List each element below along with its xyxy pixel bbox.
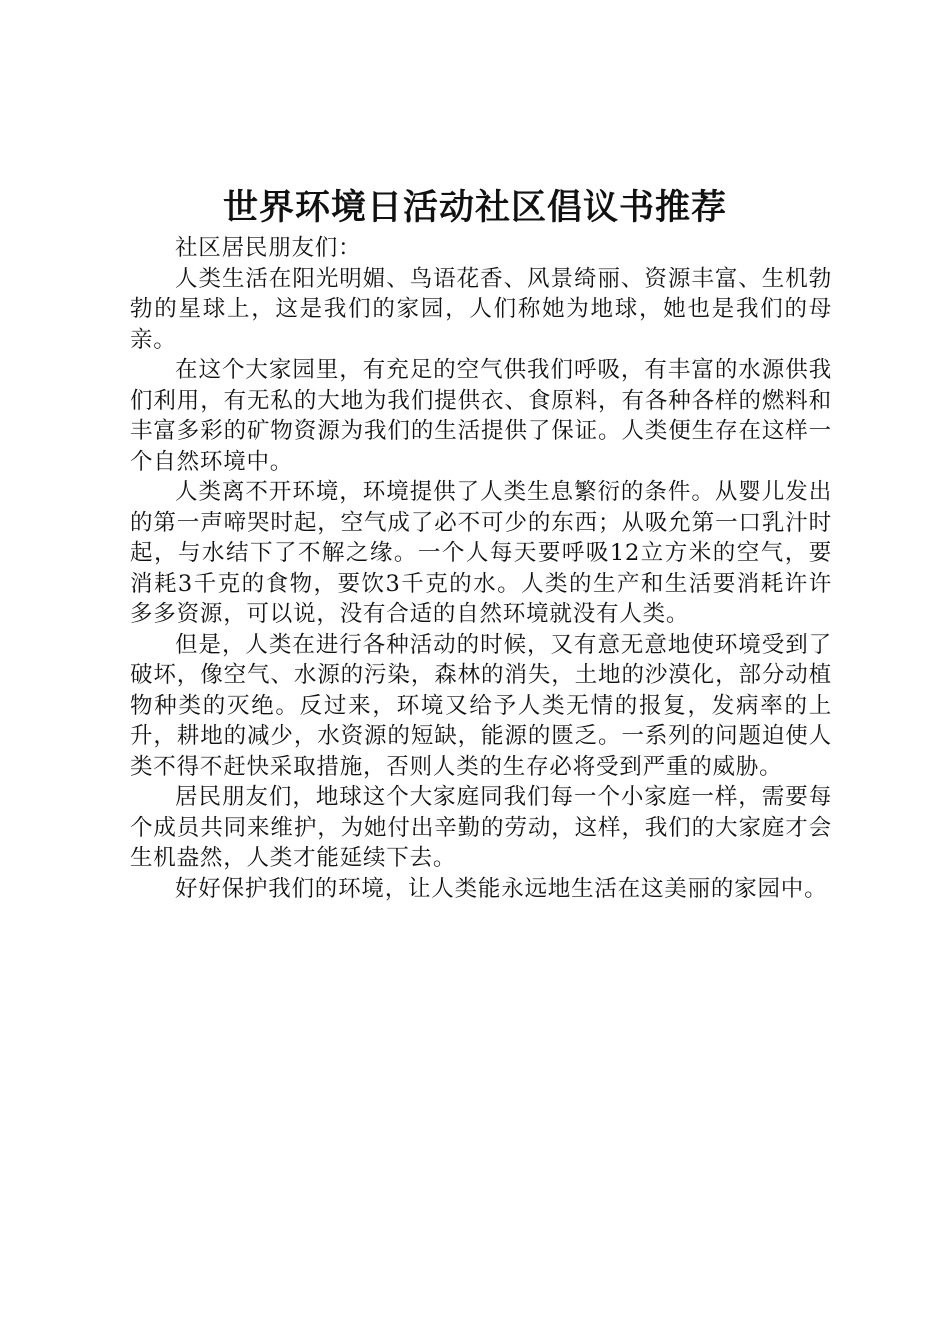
paragraph: 居民朋友们，地球这个大家庭同我们每一个小家庭一样，需要每个成员共同来维护，为她付出辛勤的劳动，这样，我们的大家庭才会生机盎然，人类才能延续下去。 (130, 784, 832, 871)
paragraph: 在这个大家园里，有充足的空气供我们呼吸，有丰富的水源供我们利用，有无私的大地为我们提供衣、食原料，有各种各样的燃料和丰富多彩的矿物资源为我们的生活提供了保证。人类便生存在这样一个自然环境中。 (130, 357, 832, 475)
document-body (130, 233, 832, 904)
salutation: 社区居民朋友们： (175, 235, 362, 261)
paragraph: 好好保护我们的环境，让人类能永远地生活在这美丽的家园中。 (175, 875, 828, 902)
document-title: 世界环境日活动社区倡议书推荐 (222, 188, 727, 228)
paragraph: 但是，人类在进行各种活动的时候，又有意无意地使环境受到了破坏，像空气、水源的污染，森林的消失，土地的沙漠化，部分动植物种类的灭绝。反过来，环境又给予人类无情的报复，发病率的上升，耕地的减少，水资源的短缺，能源的匮乏。一系列的问题迫使人类不得不赶快采取措施，否则人类的生存必将受到严重的威胁。 (130, 631, 832, 780)
paragraph: 人类离不开环境，环境提供了人类生息繁衍的条件。从婴儿发出的第一声啼哭时起，空气成了必不可少的东西；从吸允第一口乳汁时起，与水结下了不解之缘。一个人每天要呼吸12立方米的空气，要消耗3千克的食物，要饮3千克的水。人类的生产和生活要消耗许许多多资源，可以说，没有合适的自然环境就没有人类。 (130, 479, 832, 627)
paragraph: 人类生活在阳光明媚、鸟语花香、风景绮丽、资源丰富、生机勃勃的星球上，这是我们的家园，人们称她为地球，她也是我们的母亲。 (130, 265, 832, 353)
